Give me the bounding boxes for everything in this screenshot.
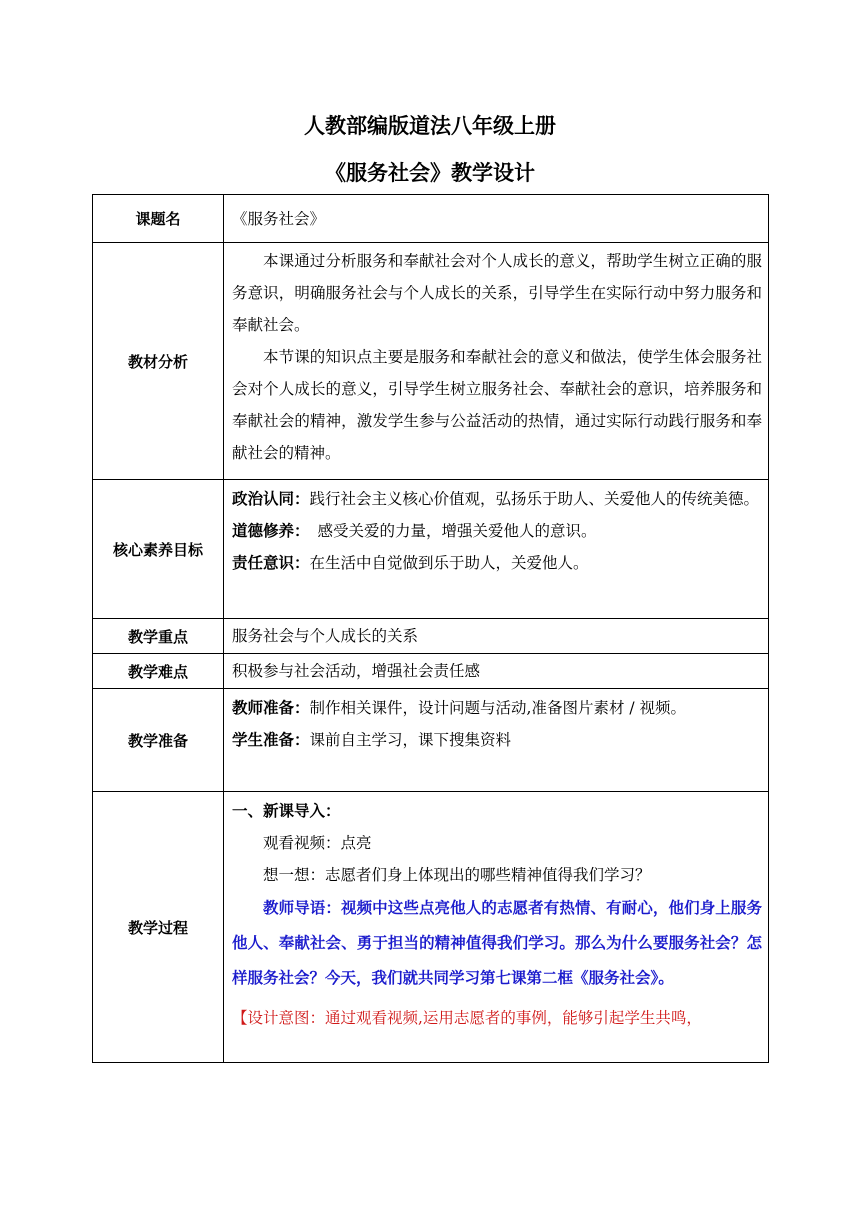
lesson-plan-table xyxy=(92,194,769,1063)
difficulty-text: 积极参与社会活动，增强社会责任感 xyxy=(232,662,481,680)
goal-responsibility-key: 责任意识： xyxy=(232,554,310,572)
material-paragraph-1: 本课通过分析服务和奉献社会对个人成长的意义，帮助学生树立正确的服务意识，明确服务社会与个人成长的关系，引导学生在实际行动中努力服务和奉献社会。 xyxy=(232,252,762,334)
material-paragraph-2: 本节课的知识点主要是服务和奉献社会的意义和做法，使学生体会服务社会对个人成长的意义，引导学生树立服务社会、奉献社会的意识，培养服务和奉献社会的精神，激发学生参与公益活动的热情，通过实际行动践行服务和奉献社会的精神。 xyxy=(232,348,762,462)
process-think: 想一想：志愿者们身上体现出的哪些精神值得我们学习？ xyxy=(263,866,651,884)
prep-student xyxy=(232,724,762,756)
label-material-analysis: 教材分析 xyxy=(93,243,224,480)
process-section-title: 一、新课导入： xyxy=(232,802,341,820)
prep-student-key: 学生准备： xyxy=(232,731,310,749)
focus-value xyxy=(224,619,769,654)
label-topic: 课题名 xyxy=(93,195,224,243)
row-difficulty xyxy=(93,654,769,689)
process-content xyxy=(224,792,769,1063)
row-preparation xyxy=(93,689,769,792)
document-title: 人教部编版道法八年级上册 xyxy=(304,114,556,138)
row-material-analysis xyxy=(93,243,769,480)
row-topic xyxy=(93,195,769,243)
prep-student-text: 课前自主学习，课下搜集资料 xyxy=(309,731,512,749)
material-analysis-content xyxy=(224,243,769,480)
row-process xyxy=(93,792,769,1063)
label-core-goals: 核心素养目标 xyxy=(93,480,224,619)
topic-value xyxy=(224,195,769,243)
label-difficulty: 教学难点 xyxy=(93,654,224,689)
goal-political-text: 践行社会主义核心价值观，弘扬乐于助人、关爱他人的传统美德。 xyxy=(309,490,760,508)
label-focus: 教学重点 xyxy=(93,619,224,654)
goal-political-key: 政治认同： xyxy=(232,490,310,508)
goal-moral-key: 道德修养： xyxy=(232,522,310,540)
preparation-content xyxy=(224,689,769,792)
goal-political xyxy=(232,483,762,515)
process-watch: 观看视频：点亮 xyxy=(263,834,372,852)
topic-text: 《服务社会》 xyxy=(232,209,326,228)
prep-teacher xyxy=(232,692,762,724)
row-core-goals xyxy=(93,480,769,619)
prep-teacher-text: 制作相关课件，设计问题与活动,准备图片素材 / 视频。 xyxy=(309,699,687,717)
goal-responsibility-text: 在生活中自觉做到乐于助人，关爱他人。 xyxy=(309,554,589,572)
core-goals-content xyxy=(224,480,769,619)
label-preparation: 教学准备 xyxy=(93,689,224,792)
label-process: 教学过程 xyxy=(93,792,224,1063)
process-teacher-guide: 教师导语：视频中这些点亮他人的志愿者有热情、有耐心，他们身上服务他人、奉献社会、勇于担当的精神值得我们学习。那么为什么要服务社会？怎样服务社会？今天，我们就共同学习第七课第二框《服务社会》。 xyxy=(232,899,762,987)
row-focus xyxy=(93,619,769,654)
goal-moral xyxy=(232,515,762,547)
prep-teacher-key: 教师准备： xyxy=(232,699,310,717)
focus-text: 服务社会与个人成长的关系 xyxy=(232,627,419,645)
difficulty-value xyxy=(224,654,769,689)
goal-moral-text: 感受关爱的力量，增强关爱他人的意识。 xyxy=(317,522,597,540)
process-design-intent: 【设计意图：通过观看视频,运用志愿者的事例，能够引起学生共鸣， xyxy=(232,1009,702,1027)
goal-responsibility xyxy=(232,547,762,579)
document-subtitle: 《服务社会》教学设计 xyxy=(325,161,535,185)
